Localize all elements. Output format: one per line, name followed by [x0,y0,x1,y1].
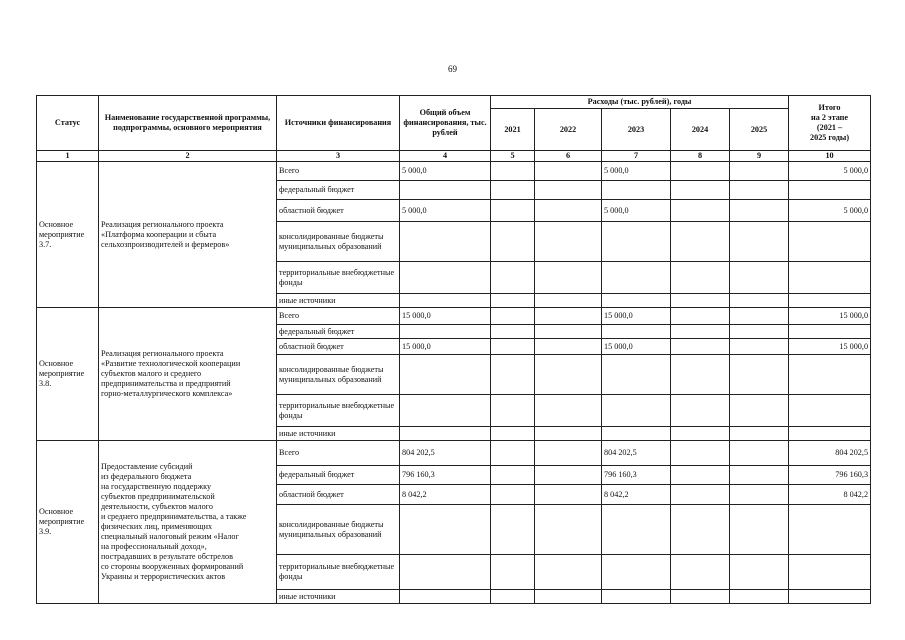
amount-y2022 [535,181,602,200]
funding-source: федеральный бюджет [277,466,400,485]
amount-y2023 [602,294,671,308]
amount-y2024 [671,294,730,308]
amount-y2024 [671,466,730,485]
column-number: 8 [671,151,730,162]
activity-name-line: из федерального бюджета [101,472,192,481]
activity-name-line: Предоставление субсидий [101,462,193,471]
amount-y2022 [535,441,602,466]
amount-y2023 [602,590,671,604]
amount-y2024 [671,339,730,355]
amount-y2023: 804 202,5 [602,441,671,466]
amount-y2023: 15 000,0 [602,308,671,325]
activity-name-line: Реализация регионального проекта [101,219,224,229]
amount-total [400,505,491,555]
amount-y2022 [535,485,602,505]
amount-y2023 [602,355,671,395]
amount-y2025 [730,181,789,200]
header-year-2025: 2025 [730,109,789,151]
table-row [37,441,871,466]
amount-y2024 [671,222,730,262]
amount-y2022 [535,162,602,181]
amount-y2022 [535,262,602,294]
amount-total [400,590,491,604]
funding-source: федеральный бюджет [277,181,400,200]
amount-y2022 [535,427,602,441]
amount-stage: 796 160,3 [789,466,871,485]
amount-y2024 [671,200,730,222]
budget-table [36,95,871,604]
column-number: 10 [789,151,871,162]
amount-y2024 [671,590,730,604]
amount-y2025 [730,339,789,355]
amount-stage [789,262,871,294]
amount-y2024 [671,325,730,339]
amount-y2023 [602,505,671,555]
amount-stage [789,427,871,441]
amount-y2022 [535,308,602,325]
funding-source: Всего [277,308,400,325]
activity-name-line: и среднего предпринимательства, а также [101,512,247,521]
amount-y2024 [671,355,730,395]
amount-y2024 [671,162,730,181]
header-sources: Источники финансирования [277,96,400,151]
amount-y2023 [602,555,671,590]
amount-y2021 [491,466,535,485]
amount-y2021 [491,395,535,427]
amount-y2025 [730,395,789,427]
amount-total: 796 160,3 [400,466,491,485]
activity-name-line: Реализация регионального проекта [101,349,224,358]
amount-y2025 [730,485,789,505]
funding-source: иные источники [277,590,400,604]
stage-total-line: 2025 годы) [810,133,850,142]
funding-source: иные источники [277,427,400,441]
amount-y2025 [730,325,789,339]
amount-y2024 [671,485,730,505]
activity-name-line: со стороны вооруженных формирований [101,562,244,571]
amount-stage: 8 042,2 [789,485,871,505]
funding-source: иные источники [277,294,400,308]
amount-y2025 [730,162,789,181]
funding-source: консолидированные бюджеты муниципальных образований [277,222,400,262]
amount-y2023 [602,325,671,339]
activity-name-line: «Платформа кооперации и сбыта [101,229,217,239]
amount-y2022 [535,395,602,427]
amount-y2024 [671,308,730,325]
amount-y2022 [535,555,602,590]
amount-y2023 [602,395,671,427]
header-expenses: Расходы (тыс. рублей), годы [491,96,789,109]
column-number: 3 [277,151,400,162]
column-number: 2 [99,151,277,162]
amount-y2022 [535,200,602,222]
amount-y2025 [730,200,789,222]
amount-total [400,222,491,262]
amount-y2022 [535,294,602,308]
amount-stage [789,325,871,339]
funding-source: территориальные внебюджетные фонды [277,555,400,590]
amount-y2023 [602,427,671,441]
amount-total [400,262,491,294]
header-year-2022: 2022 [535,109,602,151]
table-row [37,308,871,325]
activity-name-line: «Развитие технологической кооперации [101,359,241,368]
amount-y2021 [491,294,535,308]
amount-y2025 [730,294,789,308]
amount-y2022 [535,505,602,555]
amount-total [400,181,491,200]
funding-source: консолидированные бюджеты муниципальных образований [277,505,400,555]
header-year-2023: 2023 [602,109,671,151]
amount-y2023 [602,181,671,200]
amount-y2021 [491,200,535,222]
amount-total: 15 000,0 [400,339,491,355]
amount-stage [789,222,871,262]
amount-y2023: 5 000,0 [602,200,671,222]
amount-y2021 [491,262,535,294]
amount-y2021 [491,555,535,590]
amount-y2021 [491,325,535,339]
amount-y2022 [535,466,602,485]
activity-name-line: горно-металлургического комплекса» [101,389,233,398]
amount-y2021 [491,590,535,604]
header-name: Наименование государственной программы, подпрограммы, основного мероприятия [99,96,277,151]
amount-total [400,555,491,590]
amount-total [400,395,491,427]
funding-source: территориальные внебюджетные фонды [277,395,400,427]
amount-y2022 [535,325,602,339]
activity-name [99,308,277,441]
amount-y2024 [671,181,730,200]
amount-stage [789,181,871,200]
amount-y2024 [671,427,730,441]
amount-y2021 [491,427,535,441]
activity-name [99,162,277,308]
amount-y2025 [730,590,789,604]
amount-y2023: 796 160,3 [602,466,671,485]
amount-y2021 [491,162,535,181]
amount-total: 5 000,0 [400,200,491,222]
column-number: 5 [491,151,535,162]
activity-status: Основное мероприятие 3.9. [37,441,99,604]
activity-name-line: физических лиц, применяющих [101,522,213,531]
column-number: 9 [730,151,789,162]
amount-total [400,294,491,308]
funding-source: Всего [277,441,400,466]
amount-y2025 [730,355,789,395]
amount-y2023 [602,262,671,294]
activity-status: Основное мероприятие 3.8. [37,308,99,441]
activity-name-line: пострадавших в результате обстрелов [101,552,233,561]
activity-name-line: предпринимательства и предприятий [101,379,231,388]
amount-y2021 [491,355,535,395]
amount-y2024 [671,441,730,466]
amount-total [400,325,491,339]
activity-name-line: на профессиональный доход», [101,542,207,551]
activity-status: Основное мероприятие 3.7. [37,162,99,308]
activity-name-line: на государственную поддержку [101,482,212,491]
amount-total: 5 000,0 [400,162,491,181]
column-number: 7 [602,151,671,162]
header-status: Статус [37,96,99,151]
amount-y2025 [730,262,789,294]
amount-y2024 [671,262,730,294]
amount-stage [789,294,871,308]
activity-name-line: Украины и террористических актов [101,572,226,581]
amount-y2025 [730,555,789,590]
amount-y2022 [535,355,602,395]
amount-stage [789,395,871,427]
activity-name [99,441,277,604]
amount-stage: 804 202,5 [789,441,871,466]
table-row [37,162,871,181]
amount-y2021 [491,181,535,200]
header-total-volume: Общий объем финансирования, тыс. рублей [400,96,491,151]
amount-stage [789,505,871,555]
amount-y2021 [491,308,535,325]
amount-stage [789,590,871,604]
amount-stage: 5 000,0 [789,162,871,181]
header-year-2021: 2021 [491,109,535,151]
page-number: 69 [448,64,457,74]
amount-y2025 [730,441,789,466]
amount-y2023: 8 042,2 [602,485,671,505]
funding-source: консолидированные бюджеты муниципальных образований [277,355,400,395]
amount-y2024 [671,395,730,427]
amount-y2021 [491,441,535,466]
funding-source: территориальные внебюджетные фонды [277,262,400,294]
amount-stage: 5 000,0 [789,200,871,222]
amount-stage [789,555,871,590]
amount-stage: 15 000,0 [789,339,871,355]
amount-y2025 [730,308,789,325]
amount-y2025 [730,427,789,441]
amount-y2025 [730,505,789,555]
amount-y2021 [491,505,535,555]
amount-y2021 [491,339,535,355]
amount-y2022 [535,590,602,604]
amount-total [400,427,491,441]
amount-total: 804 202,5 [400,441,491,466]
amount-y2024 [671,505,730,555]
column-number: 1 [37,151,99,162]
funding-source: областной бюджет [277,200,400,222]
activity-name-line: специальный налоговый режим «Налог [101,532,239,541]
amount-y2021 [491,222,535,262]
amount-y2023 [602,222,671,262]
stage-total-line: Итого [818,103,841,112]
funding-source: областной бюджет [277,339,400,355]
stage-total-line: на 2 этапе [811,113,849,122]
amount-y2023: 15 000,0 [602,339,671,355]
amount-y2022 [535,339,602,355]
header-stage-total [789,96,871,151]
amount-total [400,355,491,395]
column-number: 6 [535,151,602,162]
column-number: 4 [400,151,491,162]
amount-total: 8 042,2 [400,485,491,505]
activity-name-line: субъектов предпринимательской [101,492,215,501]
amount-y2025 [730,222,789,262]
stage-total-line: (2021 – [816,123,843,132]
funding-source: федеральный бюджет [277,325,400,339]
funding-source: областной бюджет [277,485,400,505]
amount-stage [789,355,871,395]
header-year-2024: 2024 [671,109,730,151]
activity-name-line: субъектов малого и среднего [101,369,202,378]
amount-y2024 [671,555,730,590]
amount-y2021 [491,485,535,505]
amount-y2025 [730,466,789,485]
activity-name-line: деятельности, субъектов малого [101,502,213,511]
amount-y2023: 5 000,0 [602,162,671,181]
amount-y2022 [535,222,602,262]
column-number-row [37,151,871,162]
amount-total: 15 000,0 [400,308,491,325]
funding-source: Всего [277,162,400,181]
activity-name-line: сельхозпроизводителей и фермеров» [101,239,230,249]
amount-stage: 15 000,0 [789,308,871,325]
